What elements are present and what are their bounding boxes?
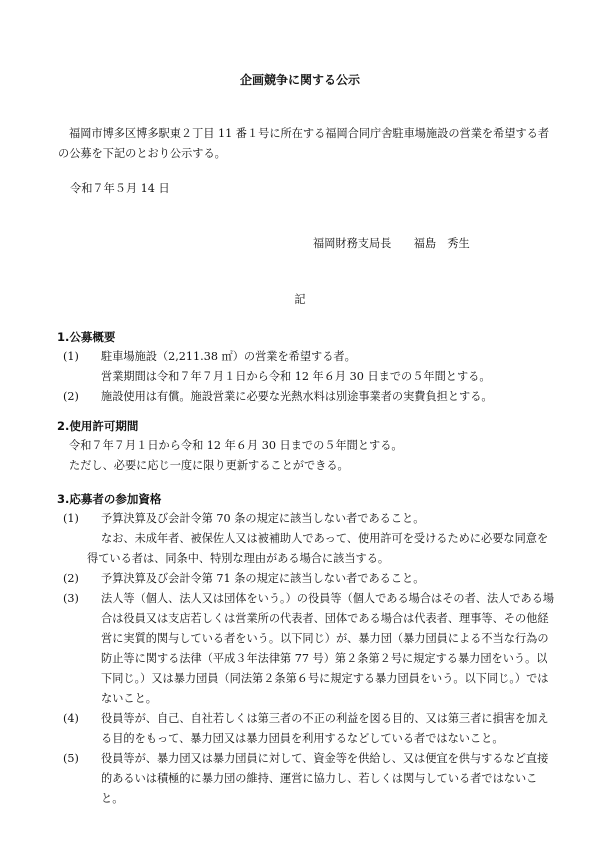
intro-paragraph: 福岡市博多区博多駅東２丁目 11 番１号に所在する福岡合同庁舎駐車場施設の営業を希望する者の公募を下記のとおり公示する。 [58, 127, 550, 160]
section-usage-period [57, 416, 557, 476]
item-subtext: なお、未成年者、被保佐人又は被補助人であって、使用許可を受けるために必要な同意を得ている者は、同条中、特別な理由がある場合に該当する。 [87, 532, 549, 565]
ki-heading: 記 [294, 293, 306, 306]
item-text: 施設使用は有償。施設営業に必要な光熱水料は別途事業者の実費負担とする。 [101, 390, 493, 403]
signer-name: 福島 秀生 [413, 237, 470, 250]
list-item [57, 749, 557, 809]
publication-date: 令和７年５月 14 日 [70, 182, 170, 195]
list-item [57, 709, 557, 749]
section-application-overview [57, 327, 557, 407]
item-text: 法人等（個人、法人又は団体をいう。）の役員等（個人である場合はその者、法人である場合は役員又は支店若しくは営業所の代表者、団体である場合は代表者、理事等、その他経営に実質的関与している者をいう。以下同じ）が、暴力団（暴力団員による不当な行為の防止等に関する法律（平成３年法律第 77 号）第２条第２号に規定する暴力団をいう。以下同じ。）又は暴力団員（同法第２条第６号に規定する暴力団員をいう。以下同じ。）ではないこと。 [101, 592, 555, 705]
list-item [57, 347, 557, 367]
item-number: (1) [63, 350, 79, 363]
section-eligibility [57, 489, 557, 809]
item-number: (1) [63, 512, 79, 525]
signer [313, 235, 470, 252]
section-heading: 1.公募概要 [57, 330, 116, 344]
list-item [57, 509, 557, 529]
paragraph-line: ただし、必要に応じ一度に限り更新することができる。 [69, 459, 349, 472]
item-number: (3) [63, 592, 79, 605]
list-item [57, 387, 557, 407]
item-subtext: 営業期間は令和７年７月１日から令和 12 年６月 30 日までの５年間とする。 [101, 370, 491, 383]
item-number: (2) [63, 572, 79, 585]
item-number: (5) [63, 752, 79, 765]
section-heading: 2.使用許可期間 [57, 419, 139, 433]
list-item [57, 569, 557, 589]
signer-office: 福岡財務支局長 [313, 237, 392, 250]
item-number: (2) [63, 390, 79, 403]
item-text: 予算決算及び会計令第 70 条の規定に該当しない者であること。 [101, 512, 425, 525]
paragraph-line: 令和７年７月１日から令和 12 年６月 30 日までの５年間とする。 [69, 439, 403, 452]
item-text: 役員等が、自己、自社若しくは第三者の不正の利益を図る目的、又は第三者に損害を加える目的をもって、暴力団又は暴力団員を利用するなどしている者ではないこと。 [101, 712, 549, 745]
section-heading: 3.応募者の参加資格 [57, 492, 162, 506]
item-text: 予算決算及び会計令第 71 条の規定に該当しない者であること。 [101, 572, 425, 585]
item-number: (4) [63, 712, 79, 725]
document-title: 企画競争に関する公示 [239, 73, 360, 87]
list-item [57, 589, 557, 709]
item-text: 役員等が、暴力団又は暴力団員に対して、資金等を供給し、又は便宜を供与するなど直接的あるいは積極的に暴力団の維持、運営に協力し、若しくは関与している者ではないこと。 [101, 752, 549, 805]
item-text: 駐車場施設（2,211.38 ㎡）の営業を希望する者。 [101, 350, 356, 363]
